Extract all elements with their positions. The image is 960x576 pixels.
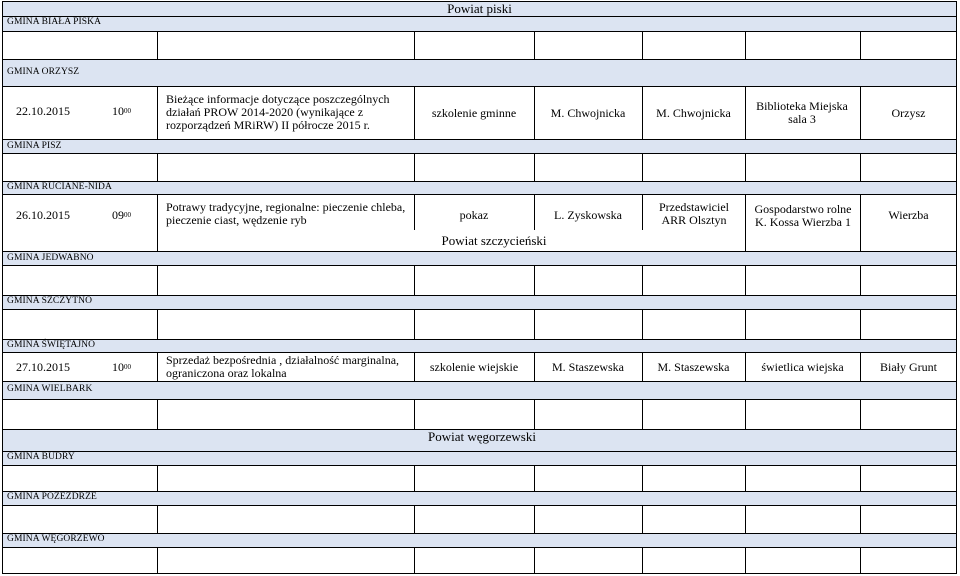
gmina-label: GMINA POZEZDRZE xyxy=(7,492,97,502)
powiat-title: Powiat węgorzewski xyxy=(428,429,536,444)
event-form: pokaz xyxy=(459,207,489,222)
gmina-label: GMINA SZCZYTNO xyxy=(7,296,93,306)
event-time: 10 00 xyxy=(112,103,131,118)
gmina-label: GMINA ORZYSZ xyxy=(7,67,80,77)
event-hour: 10 xyxy=(112,103,124,118)
gmina-label: GMINA RUCIANE-NIDA xyxy=(7,182,112,192)
gmina-label: GMINA WIELBARK xyxy=(7,384,93,394)
event-organizer: M. Chwojnicka xyxy=(550,105,626,120)
event-form: szkolenie wiejskie xyxy=(429,359,519,374)
event-date: 26.10.2015 xyxy=(16,207,70,222)
gmina-label: GMINA WĘGORZEWO xyxy=(7,534,105,544)
gmina-label: GMINA ŚWIĘTAJNO xyxy=(7,340,96,350)
event-lecturer: M. Chwojnicka xyxy=(656,105,731,120)
event-date: 27.10.2015 xyxy=(16,359,70,374)
event-town: Biały Grunt xyxy=(880,359,937,374)
gmina-label: GMINA BIAŁA PISKA xyxy=(7,17,102,27)
event-topic: Bieżące informacje dotyczące poszczególnych działań PROW 2014-2020 (wynikające z rozporządzeń MRiRW) II półrocze 2015 r. xyxy=(166,91,390,132)
event-time: 10 00 xyxy=(112,359,131,374)
event-place: Biblioteka Miejska sala 3 xyxy=(756,99,848,126)
event-town: Orzysz xyxy=(891,105,926,120)
event-town: Wierzba xyxy=(888,207,929,222)
gmina-label: GMINA PISZ xyxy=(7,141,62,151)
event-place: Gospodarstwo rolne K. Kossa Wierzba 1 xyxy=(754,202,852,229)
powiat-title: Powiat szczycieński xyxy=(441,233,547,248)
event-lecturer: M. Staszewska xyxy=(657,359,730,374)
event-date: 22.10.2015 xyxy=(16,103,70,118)
event-place: świetlica wiejska xyxy=(761,359,844,374)
event-hour: 10 xyxy=(112,359,124,374)
event-form: szkolenie gminne xyxy=(431,105,517,120)
powiat-title: Powiat piski xyxy=(447,1,512,16)
event-organizer: L. Zyskowska xyxy=(554,207,622,222)
gmina-label: GMINA JEDWABNO xyxy=(7,253,94,263)
gmina-label: GMINA BUDRY xyxy=(7,452,75,462)
event-time: 09 00 xyxy=(112,207,131,222)
event-lecturer: Przedstawiciel ARR Olsztyn xyxy=(659,200,729,227)
event-organizer: M. Staszewska xyxy=(552,359,624,374)
event-hour: 09 xyxy=(112,207,124,222)
event-topic: Sprzedaż bezpośrednia , działalność marginalna, ograniczona oraz lokalna xyxy=(166,352,400,380)
event-topic: Potrawy tradycyjne, regionalne: pieczenie chleba, pieczenie ciast, wędzenie ryb xyxy=(166,200,406,227)
schedule-table xyxy=(2,1,957,574)
